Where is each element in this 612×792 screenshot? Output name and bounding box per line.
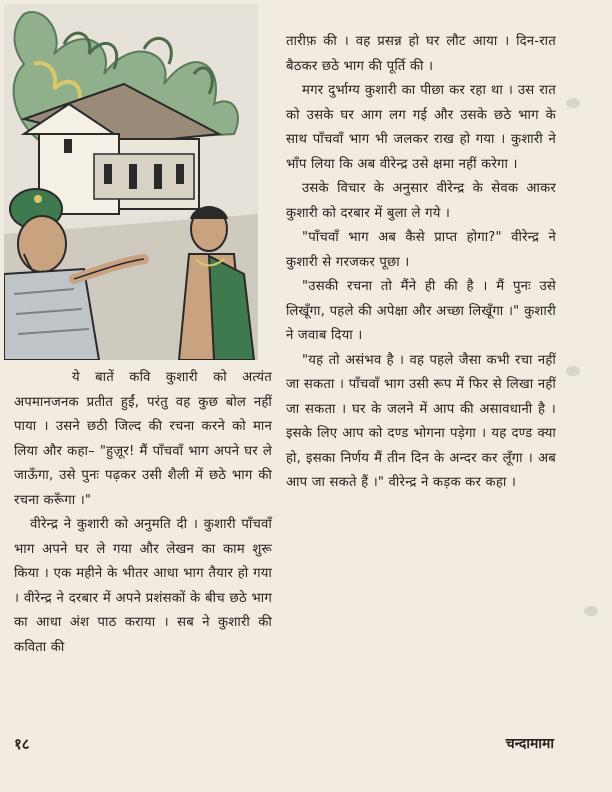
paragraph: "उसकी रचना तो मैंने ही की है । मैं पुनः उसे लिखूँगा, पहले की अपेक्षा और अच्छा लिखूँगा ।" कुशारी ने जवाब दिया । [286,279,556,343]
story-illustration [4,4,258,360]
paragraph: "पाँचवाँ भाग अब कैसे प्राप्त होगा?" वीरेन्द्र ने कुशारी से गरजकर पूछा । [286,230,556,270]
binding-hole-mark [566,98,580,108]
page-number: १८ [14,735,30,753]
burning-house-scene [4,4,258,360]
magazine-title: चन्दामामा [505,736,554,752]
paragraph: "यह तो असंभव है । वह पहले जैसा कभी रचा नहीं जा सकता । पाँचवाँ भाग उसी रूप में फिर से लिखा नहीं जा सकता । घर के जलने में आप की असावधानी है । इसके लिए आप को दण्ड भोगना पड़ेगा । यह दण्ड क्या हो, इसका निर्णय मैं तीन दिन के अन्दर कर लूँगा । अब आप जा सकते हैं ।" वीरेन्द्र ने कड़क कर कहा । [286,352,556,490]
binding-hole-mark [566,366,580,376]
left-text-column [14,366,272,660]
right-text-column [286,30,556,496]
binding-hole-mark [584,606,598,616]
paragraph: वीरेन्द्र ने कुशारी को अनुमति दी । कुशारी पाँचवाँ भाग अपने घर ले गया और लेखन का काम शुरू किया । एक महीने के भीतर आधा भाग तैयार हो गया । वीरेन्द्र ने दरबार में अपने प्रशंसकों के बीच छठे भाग का आधा अंश पाठ कराया । सब ने कुशारी की कविता की [14,517,272,655]
paragraph: उसके विचार के अनुसार वीरेन्द्र के सेवक आकर कुशारी को दरबार में बुला ले गये । [286,181,556,221]
paragraph: ये बातें कवि कुशारी को अत्यंत अपमानजनक प्रतीत हुईं, परंतु वह कुछ बोल नहीं पाया । उसने छठी जिल्द की रचना करने को मान लिया और कहा– "हुज़ूर! मैं पाँचवाँ भाग अपने घर ले जाऊँगा, उसे पुनः पढ़कर उसी शैली में छठे भाग की रचना करूँगा ।" [14,370,272,508]
paragraph: तारीफ़ की । वह प्रसन्न हो घर लौट आया । दिन-रात बैठकर छठे भाग की पूर्ति की । [286,34,556,74]
paragraph: मगर दुर्भाग्य कुशारी का पीछा कर रहा था । उस रात को उसके घर आग लग गई और उसके छठे भाग के साथ पाँचवाँ भाग भी जलकर राख हो गया । कुशारी ने भाँप लिया कि अब वीरेन्द्र उसे क्षमा नहीं करेगा । [286,83,556,172]
